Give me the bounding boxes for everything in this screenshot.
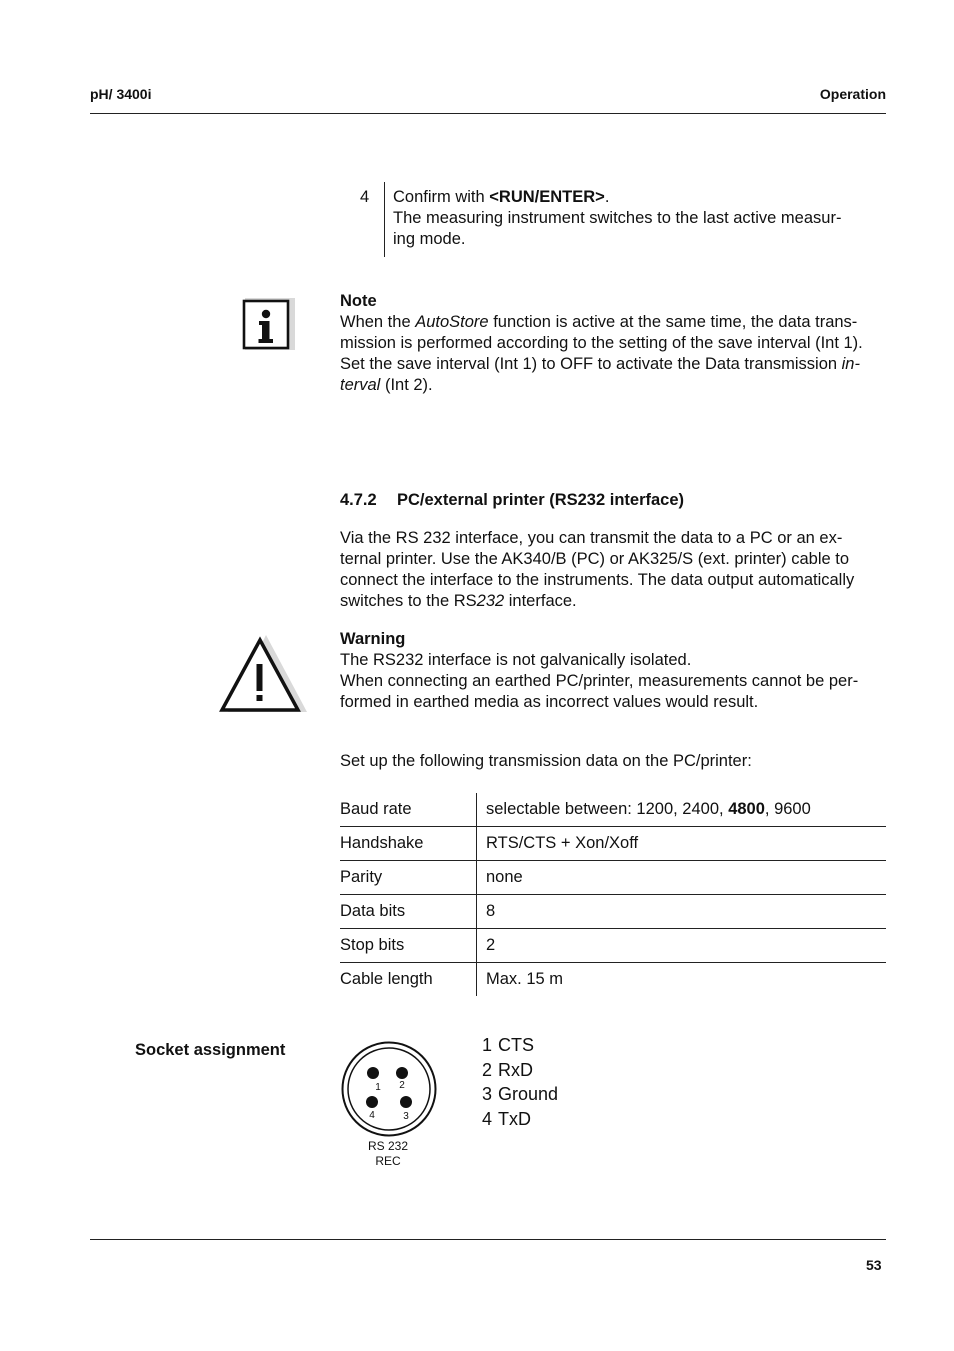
table-row (340, 929, 886, 963)
page-number: 53 (866, 1257, 882, 1273)
note-title: Note (340, 292, 377, 310)
step-number: 4 (360, 188, 370, 206)
header-rule (90, 113, 886, 114)
pin-assignment-3: 3 Ground (482, 1084, 559, 1104)
warning-triangle-icon (218, 634, 308, 714)
table-value-cell: selectable between: 1200, 2400, 4800, 9600 (486, 800, 811, 818)
table-row (340, 861, 886, 895)
intro-line-2: ternal printer. Use the AK340/B (PC) or AK325/S (ext. printer) cable to (340, 550, 850, 568)
running-header-title: pH/ 3400i (90, 86, 152, 102)
footer-rule (90, 1239, 886, 1240)
table-key-cell: Cable length (340, 963, 477, 997)
intro-line-1: Via the RS 232 interface, you can transmit the data to a PC or an ex- (340, 529, 843, 547)
table-key-cell: Baud rate (340, 793, 477, 827)
pin-label-1: 1 (375, 1082, 381, 1093)
note-line-3: Set the save interval (Int 1) to OFF to activate the Data transmission in- (340, 355, 860, 373)
table-row (340, 827, 886, 861)
step-line-2: The measuring instrument switches to the last active measur- (393, 209, 842, 227)
pin-assignment-4: 4 TxD (482, 1108, 531, 1129)
socket-caption-line-1: RS 232 (367, 1139, 409, 1153)
intro-paragraph (340, 528, 888, 612)
table-row (340, 895, 886, 929)
note-line-4: terval (Int 2). (340, 376, 433, 394)
socket-caption-line-2: REC (375, 1154, 401, 1168)
section-number: 4.7.2 (340, 491, 377, 509)
step-body (393, 187, 888, 250)
pin-assignment-2: 2 RxD (482, 1059, 533, 1080)
table-key-cell: Stop bits (340, 929, 477, 963)
warning-line-2: When connecting an earthed PC/printer, measurements cannot be per- (340, 672, 859, 690)
warning-title: Warning (340, 630, 406, 648)
socket-assignment-label: Socket assignment (135, 1041, 286, 1059)
pin-label-2: 2 (399, 1080, 405, 1091)
table-value-cell: Max. 15 m (477, 963, 887, 997)
table-value-cell: 8 (477, 895, 887, 929)
table-key-cell: Parity (340, 861, 477, 895)
transmission-table (340, 793, 886, 996)
table-key-cell: Data bits (340, 895, 477, 929)
pin-label-3: 3 (403, 1111, 409, 1122)
intro-line-3: connect the interface to the instruments. The data output automatically (340, 571, 855, 589)
table-value-cell: none (477, 861, 887, 895)
warning-block (340, 629, 888, 713)
step-line-1: Confirm with <RUN/ENTER>. (393, 188, 610, 206)
note-line-2: mission is performed according to the setting of the save interval (Int 1). (340, 334, 863, 352)
step-divider (384, 182, 385, 257)
running-header-section: Operation (819, 86, 886, 102)
warning-line-3: formed in earthed media as incorrect values would result. (340, 693, 759, 711)
pin-assignment-list (482, 1033, 558, 1131)
table-value-cell: 2 (477, 929, 887, 963)
intro-line-4: switches to the RS232 interface. (340, 592, 577, 610)
note-line-1: When the AutoStore function is active at the same time, the data trans- (340, 313, 858, 331)
table-key-cell: Handshake (340, 827, 477, 861)
setup-instruction: Set up the following transmission data on the PC/printer: (340, 752, 752, 770)
pin-assignment-1: 1 CTS (482, 1035, 534, 1055)
section-title: PC/external printer (RS232 interface) (397, 491, 685, 509)
warning-line-1: The RS232 interface is not galvanically isolated. (340, 651, 692, 669)
note-block (340, 291, 888, 396)
table-row (340, 963, 886, 997)
info-icon (240, 296, 296, 352)
table-value-cell: RTS/CTS + Xon/Xoff (477, 827, 887, 861)
pin-label-4: 4 (369, 1110, 375, 1121)
key-run-enter: <RUN/ENTER> (489, 188, 605, 206)
step-line-3: ing mode. (393, 230, 466, 248)
section-heading (340, 491, 684, 510)
table-row (340, 793, 886, 827)
din-socket-icon (340, 1040, 438, 1138)
